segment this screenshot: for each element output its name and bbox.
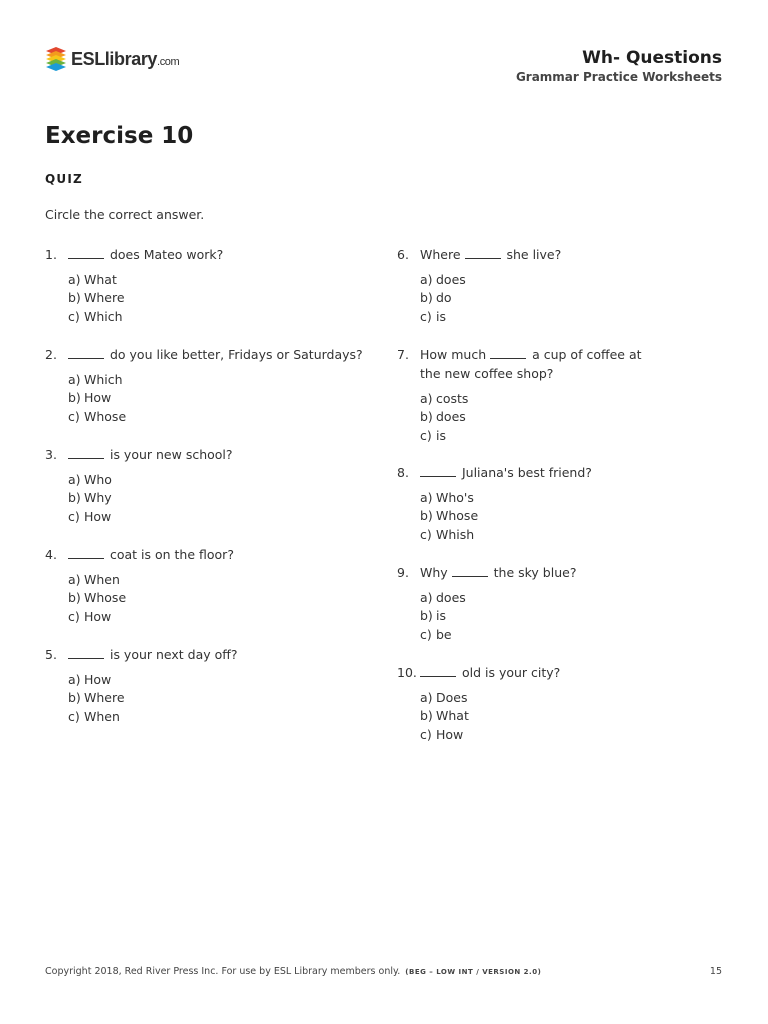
answer-options xyxy=(68,671,365,726)
answer-option[interactable] xyxy=(420,427,717,445)
answer-option[interactable] xyxy=(68,671,365,689)
option-text: does xyxy=(436,409,466,425)
option-letter: a) xyxy=(68,272,81,287)
question-text xyxy=(68,245,365,264)
option-text: Whose xyxy=(84,590,127,606)
answer-blank xyxy=(465,246,501,259)
option-letter: c) xyxy=(68,508,80,524)
option-letter: a) xyxy=(420,490,433,505)
answer-blank xyxy=(68,246,104,259)
worksheet-subtitle: Grammar Practice Worksheets xyxy=(515,70,722,84)
exercise-title: Exercise 10 xyxy=(45,123,194,149)
answer-option[interactable] xyxy=(68,571,365,589)
option-text: does xyxy=(436,590,466,605)
page-number: 15 xyxy=(709,966,722,977)
option-letter: c) xyxy=(68,608,80,624)
answer-blank xyxy=(420,464,456,477)
question-text-after: the sky blue? xyxy=(489,565,577,580)
question-3 xyxy=(45,445,365,545)
question-text xyxy=(420,663,717,682)
option-text: Does xyxy=(436,690,468,705)
option-letter: c) xyxy=(420,308,432,324)
option-text: When xyxy=(84,708,120,724)
books-logo-icon xyxy=(45,47,67,71)
question-text xyxy=(420,463,717,482)
answer-options xyxy=(420,589,717,644)
option-text: is xyxy=(436,608,446,624)
answer-option[interactable] xyxy=(68,489,365,507)
answer-option[interactable] xyxy=(68,471,365,489)
instruction-text: Circle the correct answer. xyxy=(45,207,205,222)
answer-option[interactable] xyxy=(68,708,365,726)
answer-option[interactable] xyxy=(68,308,365,326)
question-7 xyxy=(397,345,717,463)
question-text-after: does Mateo work? xyxy=(106,247,224,262)
option-letter: b) xyxy=(68,590,81,606)
option-text: What xyxy=(436,708,469,724)
answer-options xyxy=(68,571,365,626)
option-letter: b) xyxy=(420,608,433,624)
option-letter: b) xyxy=(420,708,433,724)
answer-option[interactable] xyxy=(420,589,717,607)
logo-wordmark xyxy=(71,49,179,70)
answer-option[interactable] xyxy=(420,271,717,289)
option-text: does xyxy=(436,272,466,287)
option-text: How xyxy=(84,608,112,624)
option-letter: a) xyxy=(68,372,81,387)
question-2 xyxy=(45,345,365,445)
option-text: Which xyxy=(84,372,123,387)
answer-option[interactable] xyxy=(68,508,365,526)
option-text: How xyxy=(436,726,464,742)
question-number: 2. xyxy=(45,347,57,362)
answer-option[interactable] xyxy=(420,308,717,326)
answer-option[interactable] xyxy=(420,607,717,625)
question-text xyxy=(420,245,717,264)
question-text xyxy=(68,445,365,464)
option-letter: a) xyxy=(420,272,433,287)
answer-option[interactable] xyxy=(420,390,717,408)
logo-suffix-text: .com xyxy=(157,55,180,68)
question-text-after: a cup of coffee at the new coffee shop? xyxy=(420,347,646,381)
option-letter: b) xyxy=(68,290,81,306)
option-text: What xyxy=(84,272,117,287)
question-text xyxy=(68,645,365,664)
questions-column-left xyxy=(45,245,365,745)
copyright-notice xyxy=(45,966,541,977)
answer-blank xyxy=(420,664,456,677)
option-letter: c) xyxy=(420,726,432,742)
question-8 xyxy=(397,463,717,563)
question-text-after: she live? xyxy=(502,247,562,262)
question-number: 3. xyxy=(45,447,57,462)
option-text: Which xyxy=(84,308,123,324)
answer-blank xyxy=(68,346,104,359)
option-letter: b) xyxy=(420,508,433,524)
option-text: How xyxy=(84,672,112,687)
question-text-before: How much xyxy=(420,347,491,362)
option-letter: c) xyxy=(68,408,80,424)
question-number: 8. xyxy=(397,465,409,480)
option-text: is xyxy=(436,427,446,443)
question-number: 1. xyxy=(45,247,57,262)
question-4 xyxy=(45,545,365,645)
answer-option[interactable] xyxy=(68,589,365,607)
worksheet-title: Wh- Questions xyxy=(582,48,722,68)
question-text xyxy=(68,345,365,364)
question-text xyxy=(68,545,365,564)
question-text-after: do you like better, Fridays or Saturdays? xyxy=(106,347,363,362)
question-10 xyxy=(397,663,717,763)
question-text-after: is your new school? xyxy=(106,447,233,462)
question-1 xyxy=(45,245,365,345)
option-text: Who's xyxy=(436,490,474,505)
answer-options xyxy=(68,471,365,526)
option-letter: c) xyxy=(68,708,80,724)
answer-option[interactable] xyxy=(68,389,365,407)
question-number: 9. xyxy=(397,565,409,580)
option-letter: c) xyxy=(68,308,80,324)
option-letter: b) xyxy=(68,690,81,706)
option-text: Whish xyxy=(436,526,475,542)
answer-option[interactable] xyxy=(68,371,365,389)
question-6 xyxy=(397,245,717,345)
option-letter: b) xyxy=(68,390,81,406)
option-text: Why xyxy=(84,490,112,506)
question-5 xyxy=(45,645,365,745)
page-footer xyxy=(45,966,722,977)
option-text: do xyxy=(436,290,452,306)
question-text-after: Juliana's best friend? xyxy=(458,465,592,480)
answer-option[interactable] xyxy=(420,689,717,707)
answer-options xyxy=(420,271,717,326)
answer-option[interactable] xyxy=(420,526,717,544)
section-label: QUIZ xyxy=(45,172,83,186)
question-text-before: Why xyxy=(420,565,452,580)
question-text xyxy=(420,345,660,383)
answer-options xyxy=(420,689,717,744)
option-text: Where xyxy=(84,290,125,306)
worksheet-header xyxy=(516,47,722,85)
question-text-after: coat is on the floor? xyxy=(106,547,234,562)
option-letter: b) xyxy=(420,290,433,306)
question-number: 10. xyxy=(397,665,417,680)
option-letter: b) xyxy=(420,409,433,425)
answer-option[interactable] xyxy=(420,489,717,507)
option-text: is xyxy=(436,308,446,324)
esl-library-logo xyxy=(45,44,179,74)
option-letter: a) xyxy=(68,572,81,587)
question-text-after: old is your city? xyxy=(458,665,561,680)
option-letter: a) xyxy=(420,690,433,705)
question-text-after: is your next day off? xyxy=(106,647,238,662)
answer-blank xyxy=(68,646,104,659)
answer-option[interactable] xyxy=(420,707,717,725)
option-letter: a) xyxy=(420,391,433,406)
question-text xyxy=(420,563,717,582)
option-letter: c) xyxy=(420,526,432,542)
question-number: 6. xyxy=(397,247,409,262)
question-number: 7. xyxy=(397,347,409,362)
answer-option[interactable] xyxy=(420,726,717,744)
logo-main-text: ESLlibrary xyxy=(71,48,158,69)
answer-blank xyxy=(490,346,526,359)
answer-options xyxy=(68,371,365,426)
answer-option[interactable] xyxy=(68,608,365,626)
option-text: Whose xyxy=(84,408,127,424)
option-text: When xyxy=(84,572,120,587)
answer-option[interactable] xyxy=(68,689,365,707)
answer-option[interactable] xyxy=(420,507,717,525)
questions-column-right xyxy=(397,245,717,763)
option-text: Whose xyxy=(436,508,479,524)
option-letter: c) xyxy=(420,626,432,642)
option-text: Where xyxy=(84,690,125,706)
answer-blank xyxy=(68,446,104,459)
option-text: be xyxy=(436,626,452,642)
question-text-before: Where xyxy=(420,247,465,262)
option-letter: a) xyxy=(420,590,433,605)
option-text: costs xyxy=(436,391,469,406)
copyright-text: Copyright 2018, Red River Press Inc. For use by ESL Library members only. xyxy=(45,966,401,977)
question-number: 4. xyxy=(45,547,57,562)
option-text: Who xyxy=(84,472,112,487)
answer-option[interactable] xyxy=(420,626,717,644)
question-number: 5. xyxy=(45,647,57,662)
option-letter: a) xyxy=(68,672,81,687)
answer-options xyxy=(420,390,717,445)
option-letter: c) xyxy=(420,427,432,443)
answer-option[interactable] xyxy=(68,289,365,307)
answer-option[interactable] xyxy=(68,271,365,289)
answer-options xyxy=(420,489,717,544)
option-letter: b) xyxy=(68,490,81,506)
answer-option[interactable] xyxy=(420,289,717,307)
option-text: How xyxy=(84,508,112,524)
answer-blank xyxy=(68,546,104,559)
option-text: How xyxy=(84,390,112,406)
answer-blank xyxy=(452,564,488,577)
option-letter: a) xyxy=(68,472,81,487)
question-9 xyxy=(397,563,717,663)
answer-option[interactable] xyxy=(68,408,365,426)
level-version-label: (BEG – LOW INT / VERSION 2.0) xyxy=(405,968,542,976)
answer-option[interactable] xyxy=(420,408,717,426)
answer-options xyxy=(68,271,365,326)
